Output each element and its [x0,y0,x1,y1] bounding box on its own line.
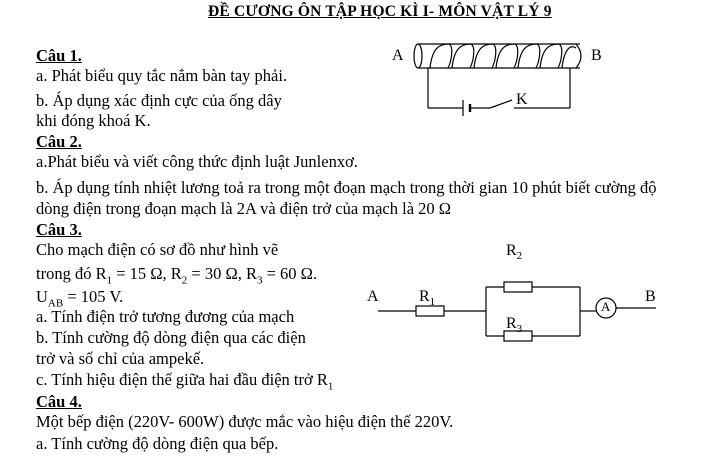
circuit-terminal-a-label: A [367,288,379,305]
question-3-part-a: a. Tính điện trở tương đương của mạch [36,307,295,326]
question-2-part-b-cont: dòng điện trong đoạn mạch là 2A và điện trở của mạch là 20 Ω [36,199,452,218]
question-2-part-b: b. Áp dụng tính nhiệt lương toả ra trong một đoạn mạch trong thời gian 10 phút biết cường độ [36,178,657,197]
resistor-r2-label: $R_2$ [506,242,523,263]
key-label: K [516,91,528,108]
question-4-statement: Một bếp điện (220V- 600W) được mắc vào hiệu điện thế 220V. [36,412,454,431]
question-3-resistor-values: trong đó $R_1 = 15$ Ω, $R_2 = 30$ Ω, $R_3 = 60$ Ω. [36,264,318,287]
question-3-intro: Cho mạch điện có sơ đồ như hình vẽ [36,240,279,259]
page-title: ĐỀ CƯƠNG ÔN TẬP HỌC KÌ I- MÔN VẬT LÝ 9 [208,3,552,20]
question-3-voltage: $U_{AB} = 105$ V. [36,287,124,310]
question-4-heading: Câu 4. [36,392,82,411]
resistor-r1-label: $R_1$ [419,288,436,309]
question-1-heading: Câu 1. [36,46,82,65]
question-3-part-b: b. Tính cường độ dòng điện qua các điện [36,328,306,347]
question-3-heading: Câu 3. [36,220,82,239]
solenoid-end-b-label: B [591,47,602,64]
question-3-part-b-cont: trở và số chỉ của ampekế. [36,349,205,368]
question-2-heading: Câu 2. [36,132,82,151]
solenoid-end-a-label: A [392,47,404,64]
question-3-part-c: c. Tính hiệu điện thế giữa hai đầu điện trở $R_1$ [36,370,334,393]
resistor-r3-label: $R_3$ [506,315,523,336]
ammeter-label: A [601,299,611,314]
resistor-r2 [504,282,532,292]
question-1-part-a: a. Phát biểu quy tắc nắm bàn tay phải. [36,66,288,85]
question-1-part-b: b. Áp dụng xác định cực của ống dây [36,91,282,110]
question-1-part-b-cont: khi đóng khoá K. [36,111,151,130]
question-4-part-a: a. Tính cường độ dòng điện qua bếp. [36,434,279,453]
circuit-terminal-b-label: B [645,288,656,305]
question-2-part-a: a.Phát biểu và viết công thức định luật Junlenxơ. [36,152,358,171]
